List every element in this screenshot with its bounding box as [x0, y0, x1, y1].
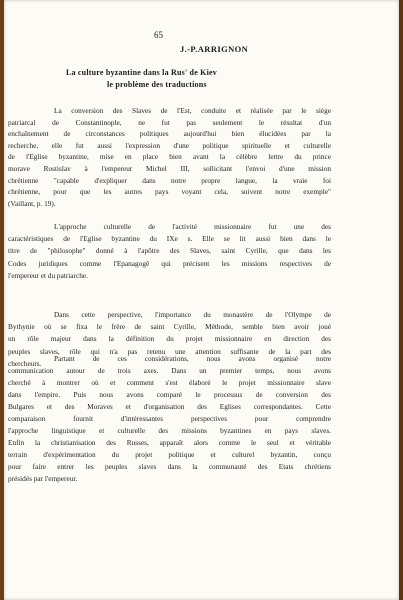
paragraph-line: Partant de ces considérations, nous avons organisé notre	[54, 354, 331, 363]
paragraph-line: patriarcal de Constantinople, ne fut pas seulement le résultat d'un	[8, 117, 331, 127]
paragraph-line: caractéristiques de l'Eglise byzantine du IXe s. Elle se lit aussi bien dans le	[8, 234, 331, 244]
paragraph-line: cherché à montrer où et comment s'est élaboré le projet missionnaire slave	[8, 378, 331, 387]
paragraph-line: l'empereur et du patriarche.	[8, 270, 88, 280]
paragraph-line: Bulgares et des Moraves et d'organisation des Eglises correspondantes. Cette	[8, 402, 331, 411]
paper-page	[4, 0, 399, 600]
paragraph-line: Bythynie où se fixa le frère de saint Cyrille, Méthode, semble bien avoir joué	[8, 322, 331, 332]
paragraph-line: un rôle majeur dans la définition du projet missionnaire en direction des	[8, 334, 331, 344]
paragraph-line: de l'Eglise byzantine, mise en place bien avant la célèbre lettre du prince	[8, 152, 331, 162]
paragraph-line: chercheurs.	[8, 358, 42, 368]
paragraph-line: l'approche linguistique et culturelle des missions byzantines en pays slaves.	[8, 426, 331, 435]
author-name: J.-P.ARRIGNON	[180, 44, 249, 54]
paragraph-line: peuples slaves, rôle qui n'a pas retenu une attention suffisante de la part des	[8, 346, 331, 356]
paragraph-line: présidés par l'empereur.	[8, 474, 78, 483]
paragraph-line: enchaînement de circonstances politiques aujourd'hui bien élucidées par la	[8, 129, 331, 139]
paragraph-line: Enfin la christianisation des Russes, apparaît alors comme le seul et véritable	[8, 438, 331, 447]
paragraph-line: comparaison fournit d'intéressantes perspectives pour comprendre	[8, 414, 331, 423]
page-number: 65	[154, 30, 163, 40]
paragraph-line: Codes juridiques comme l'Epanagogê qui précisent les missions respectives de	[8, 258, 331, 268]
paragraph-line: pour faire entrer les peuples slaves dans la communauté des Etats chrétiens	[8, 462, 331, 471]
title-line-1: La culture byzantine dans la Rus' de Kiev	[66, 68, 217, 77]
paragraph-line: titre de "philosophe" donné à l'apôtre des Slaves, saint Cyrille, que dans les	[8, 246, 331, 256]
paragraph-line: La conversion des Slaves de l'Est, conduite et réalisée par le siège	[54, 106, 331, 115]
paragraph-line: chrétienne "capable d'expliquer dans notre propre langue, la vraie foi	[8, 175, 331, 185]
paragraph-line: Dans cette perspective, l'importance du monastère de l'Olympe de	[54, 310, 331, 319]
paragraph-line: dans l'empire. Puis nous avons comparé le processus de conversion des	[8, 390, 331, 399]
paragraph-line: L'approche culturelle de l'activité missionnaire fut une des	[54, 222, 331, 231]
paragraph-line: (Vaillant, p. 19).	[8, 198, 56, 208]
right-edge-shadow	[399, 0, 403, 600]
paragraph-line: recherche, elle fut aussi l'expression d'une politique spirituelle et culturelle	[8, 140, 331, 150]
title-line-2: le problème des traductions	[107, 80, 207, 89]
paragraph-line: chrétienne, pour que les autres pays voyant cela, suivent notre exemple"	[8, 187, 331, 197]
paragraph-line: communication autour de trois axes. Dans un premier temps, nous avons	[8, 366, 331, 375]
paragraph-line: morave Rostislav à l'empereur Michel III, sollicitant l'envoi d'une mission	[8, 164, 331, 173]
paragraph-line: terrain d'expérimentation du projet politique et culturel byzantin, conçu	[8, 450, 331, 459]
